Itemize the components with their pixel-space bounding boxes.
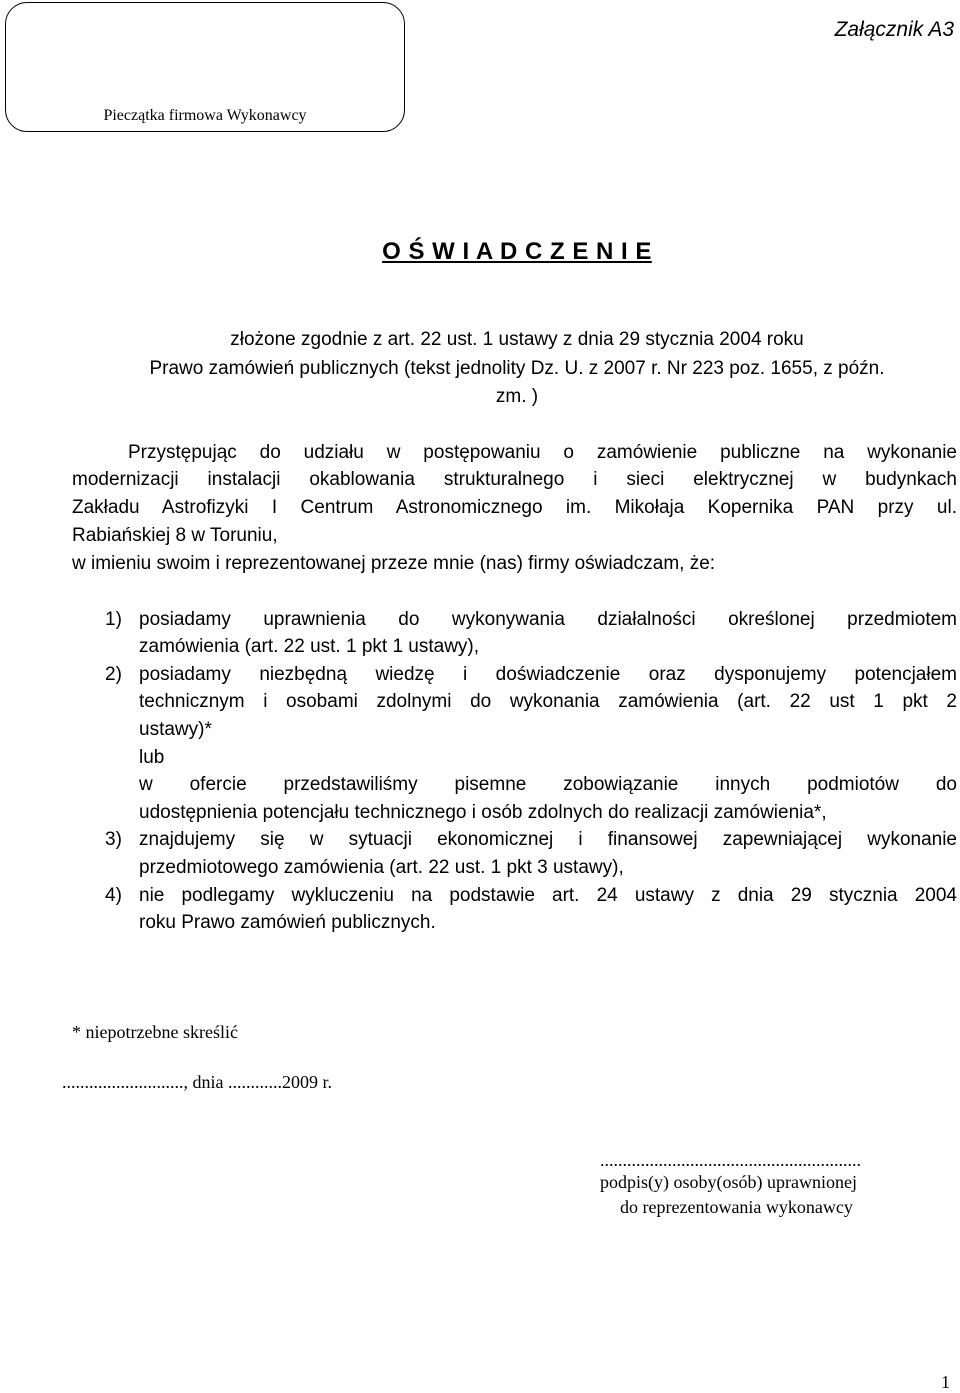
page-number: 1 [941,1372,950,1392]
item-line: przedmiotowego zamówienia (art. 22 ust. 1 pkt 3 ustawy), [139,857,624,878]
item-line: technicznym i osobami zdolnymi do wykonania zamówienia (art. 22 ust 1 pkt 2 [139,691,957,712]
item-line: nie podlegamy wykluczeniu na podstawie art. 24 ustawy z dnia 29 stycznia 2004 [139,885,957,906]
intro-line: Zakładu Astrofizyki I Centrum Astronomicznego im. Mikołaja Kopernika PAN przy ul. [72,497,957,518]
annex-label: Załącznik A3 [834,18,954,41]
intro-line: w imieniu swoim i reprezentowanej przeze mnie (nas) firmy oświadczam, że: [72,553,716,574]
intro-line: Przystępując do udziału w postępowaniu o zamówienie publiczne na wykonanie [128,442,957,463]
signature-dots: .......................................................... [600,1150,861,1170]
item-number: 2) [105,664,122,685]
stamp-label: Pieczątka firmowa Wykonawcy [103,107,307,124]
footnote: * niepotrzebne skreślić [72,1022,238,1042]
item-line: ustawy)* [139,719,212,740]
intro-line: modernizacji instalacji okablowania strukturalnego i sieci elektrycznej w budynkach [72,469,957,490]
item-number: 4) [105,885,122,906]
item-line: posiadamy uprawnienia do wykonywania działalności określonej przedmiotem [139,609,957,630]
place-date-line: ..........................., dnia ............2009 r. [62,1072,332,1092]
item-number: 1) [105,609,122,630]
item-line: zamówienia (art. 22 ust. 1 pkt 1 ustawy), [139,636,480,657]
intro-line: Rabiańskiej 8 w Toruniu, [72,525,278,546]
company-stamp-box [5,2,405,132]
item-line: w ofercie przedstawiliśmy pisemne zobowiązanie innych podmiotów do [139,774,957,795]
item-line: roku Prawo zamówień publicznych. [139,912,436,933]
item-line: znajdujemy się w sytuacji ekonomicznej i finansowej zapewniającej wykonanie [139,829,957,850]
document-title: O Ś W I A D C Z E N I E [382,238,652,265]
subtitle-line: złożone zgodnie z art. 22 ust. 1 ustawy z dnia 29 stycznia 2004 roku [230,329,804,350]
item-number: 3) [105,829,122,850]
subtitle-line: zm. ) [495,386,539,407]
item-line: lub [139,747,165,768]
signature-caption: podpis(y) osoby(osób) uprawnionej [600,1172,857,1192]
signature-caption: do reprezentowania wykonawcy [620,1197,853,1217]
item-line: posiadamy niezbędną wiedzę i doświadczenie oraz dysponujemy potencjałem [139,664,957,685]
item-line: udostępnienia potencjału technicznego i osób zdolnych do realizacji zamówienia*, [139,802,827,823]
subtitle-line: Prawo zamówień publicznych (tekst jednolity Dz. U. z 2007 r. Nr 223 poz. 1655, z późn. [149,358,885,379]
